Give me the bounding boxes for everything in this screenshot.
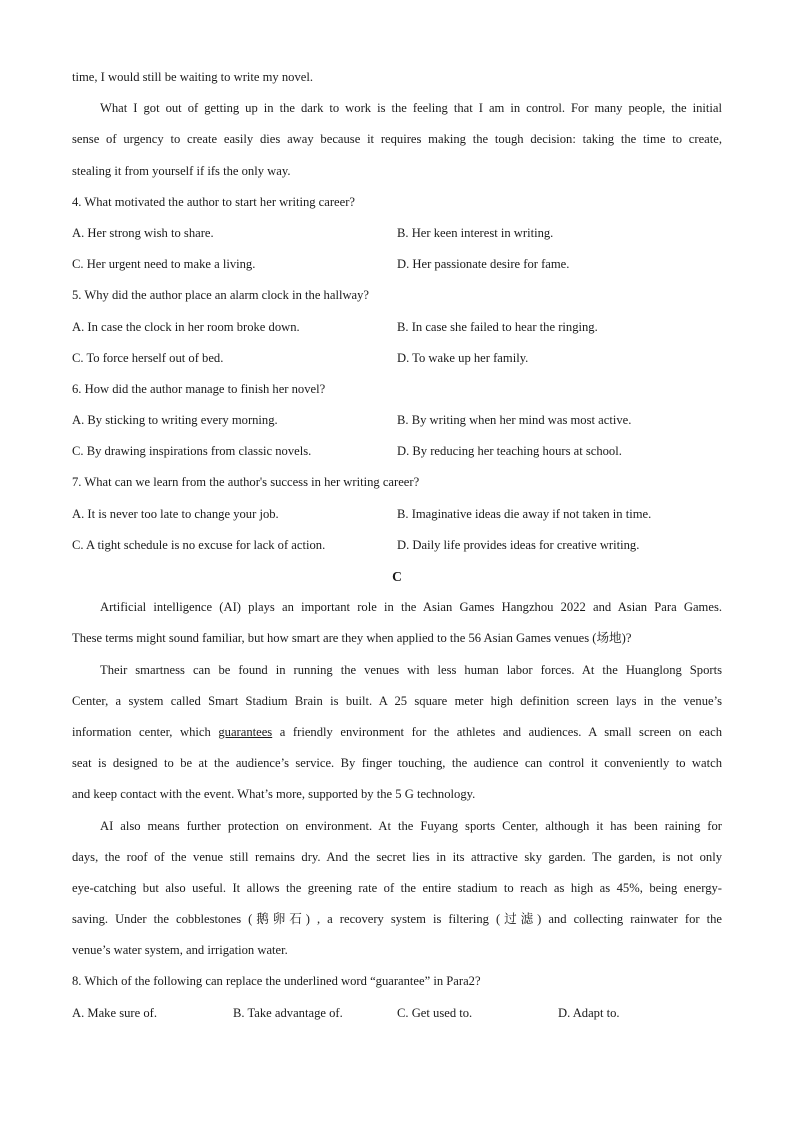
text-line: Artificial intelligence (AI) plays an important role in the Asian Games Hangzhou 2022 and Asian Para Games.: [100, 600, 722, 615]
options-row: [72, 499, 722, 530]
text-line: What I got out of getting up in the dark to work is the feeling that I am in control. For many people, the initial: [100, 101, 722, 116]
question-6: [72, 374, 722, 468]
options-row: [72, 218, 722, 249]
text-line: AI also means further protection on environment. At the Fuyang sports Center, although it has been raining for: [100, 818, 722, 833]
option-a: A. In case the clock in her room broke down.: [72, 319, 300, 334]
option-a: A. Make sure of.: [72, 1005, 157, 1020]
option-c: C. By drawing inspirations from classic novels.: [72, 444, 312, 459]
question-4: [72, 187, 722, 281]
option-d: D. To wake up her family.: [397, 350, 529, 365]
text-fragment: information center, which: [72, 724, 211, 739]
options-row: [72, 436, 722, 467]
options-row: [72, 343, 722, 374]
question-stem: 8. Which of the following can replace the underlined word “guarantee” in Para2?: [72, 974, 481, 989]
text-line: stealing it from yourself if ifs the only way.: [72, 163, 291, 178]
text-line: saving. Under the cobblestones (鹅卵石) , a recovery system is filtering (过滤) and collecting rainwater for the: [72, 912, 722, 927]
options-row: [72, 249, 722, 280]
question-stem: 6. How did the author manage to finish her novel?: [72, 381, 326, 396]
options-row: [72, 312, 722, 343]
text-line: days, the roof of the venue still remains dry. And the secret lies in its attractive sky garden. The garden, is not only: [72, 849, 722, 864]
text-line: sense of urgency to create easily dies away because it requires making the tough decision: taking the time to create,: [72, 132, 722, 147]
option-c: C. Her urgent need to make a living.: [72, 257, 256, 272]
text-line: Center, a system called Smart Stadium Brain is built. A 25 square meter high definition screen lays in the venue’s: [72, 693, 722, 708]
paragraph-environment: [72, 811, 722, 967]
text-line: venue’s water system, and irrigation water.: [72, 943, 288, 958]
question-stem: 7. What can we learn from the author's success in her writing career?: [72, 475, 420, 490]
option-b: B. In case she failed to hear the ringing.: [397, 319, 598, 334]
text-line: Their smartness can be found in running the venues with less human labor forces. At the Huanglong Sports: [100, 662, 722, 677]
underlined-word: guarantees: [218, 724, 273, 739]
question-stem: 5. Why did the author place an alarm clock in the hallway?: [72, 288, 370, 303]
options-row: [72, 998, 722, 1029]
option-d: D. Her passionate desire for fame.: [397, 257, 570, 272]
paragraph-ai-intro: [72, 592, 722, 654]
text-line: and keep contact with the event. What’s more, supported by the 5 G technology.: [72, 787, 476, 802]
paragraph-continuation: time, I would still be waiting to write my novel.: [72, 70, 313, 84]
document-page: [72, 62, 722, 1029]
paragraph-smartness: [72, 655, 722, 811]
options-row: [72, 530, 722, 561]
option-b: B. Her keen interest in writing.: [397, 225, 554, 240]
option-a: A. It is never too late to change your job.: [72, 506, 279, 521]
option-b: B. Take advantage of.: [233, 1005, 343, 1020]
option-d: D. By reducing her teaching hours at school.: [397, 444, 622, 459]
question-7: [72, 467, 722, 561]
option-d: D. Adapt to.: [558, 1005, 620, 1020]
question-stem: 4. What motivated the author to start her writing career?: [72, 194, 356, 209]
text-line: eye-catching but also useful. It allows the greening rate of the entire stadium to reach as high as 45%, being energy-: [72, 880, 722, 895]
option-a: A. Her strong wish to share.: [72, 225, 214, 240]
option-c: C. Get used to.: [397, 1005, 473, 1020]
text-line: seat is designed to be at the audience’s service. By finger touching, the audience can control it conveniently to watch: [72, 756, 722, 771]
question-8: [72, 966, 722, 1028]
option-c: C. A tight schedule is no excuse for lack of action.: [72, 537, 326, 552]
paragraph-control: [72, 93, 722, 187]
question-5: [72, 280, 722, 374]
text-line: [72, 717, 722, 748]
option-b: B. Imaginative ideas die away if not taken in time.: [397, 506, 652, 521]
option-c: C. To force herself out of bed.: [72, 350, 224, 365]
option-d: D. Daily life provides ideas for creative writing.: [397, 537, 640, 552]
text-fragment: a friendly environment for the athletes and audiences. A small screen on each: [279, 724, 722, 739]
section-heading: C: [392, 569, 402, 584]
option-a: A. By sticking to writing every morning.: [72, 413, 278, 428]
option-b: B. By writing when her mind was most active.: [397, 413, 632, 428]
options-row: [72, 405, 722, 436]
text-line: These terms might sound familiar, but how smart are they when applied to the 56 Asian Games venues (场地)?: [72, 631, 632, 646]
